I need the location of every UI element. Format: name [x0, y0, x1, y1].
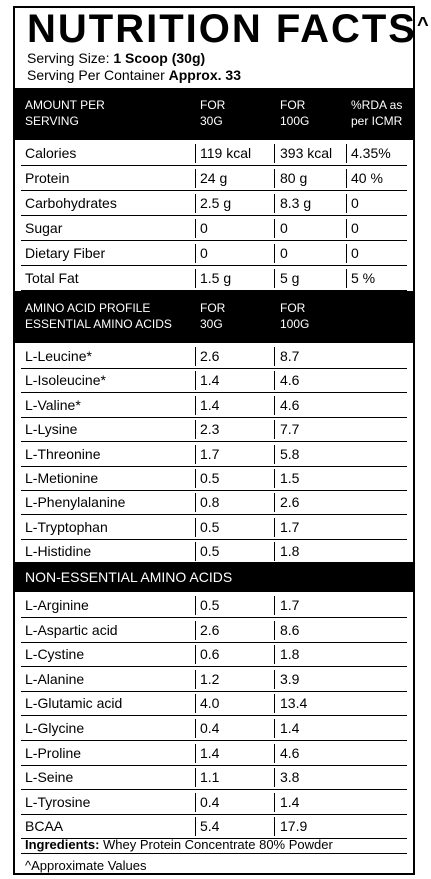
column-divider [195, 269, 196, 288]
unit: g [299, 195, 312, 211]
nutrient-name: Total Fat [25, 270, 79, 286]
amino-value-100g: 17.9 [280, 818, 308, 835]
non-essential-amino-row [15, 593, 413, 618]
value: 5 [280, 270, 288, 286]
value: 24 [200, 170, 216, 186]
column-divider [274, 420, 275, 439]
column-divider [274, 768, 275, 787]
nutrient-name: Dietary Fiber [25, 245, 106, 261]
unit: kcal [303, 145, 333, 161]
column-divider [274, 493, 275, 512]
column-divider [195, 817, 196, 836]
column-divider [274, 244, 275, 263]
column-divider [274, 194, 275, 213]
essential-amino-row [15, 417, 413, 442]
header-rda-line1: %RDA as [351, 98, 403, 112]
amino-value-30g: 1.4 [200, 396, 220, 413]
nutrition-facts-panel [13, 6, 431, 875]
amino-name: L-Isoleucine* [25, 372, 106, 389]
column-divider [274, 469, 275, 488]
column-divider [274, 269, 275, 288]
amino-header-for-100g-line1: FOR [280, 301, 306, 315]
column-divider [274, 371, 275, 390]
amino-value-30g: 0.4 [200, 793, 220, 810]
nutrient-value-100g [280, 245, 288, 261]
page-title: NUTRITION FACTS^ [27, 7, 431, 51]
column-divider [274, 396, 275, 415]
column-divider [274, 144, 275, 163]
amino-name: L-Tryptophan [25, 518, 108, 535]
approximate-values-note: ^Approximate Values [25, 858, 147, 873]
amino-value-30g: 2.6 [200, 621, 220, 638]
amino-value-30g: 0.5 [200, 597, 220, 613]
nutrient-rda: 0 [351, 220, 359, 236]
amino-name: L-Arginine [25, 597, 89, 613]
servings-per-container: Serving Per Container Approx. 33 [27, 67, 241, 83]
amino-name: L-Cystine [25, 646, 85, 663]
amino-name: L-Leucine* [25, 348, 92, 364]
amino-value-100g: 1.7 [280, 597, 300, 613]
amino-name: L-Alanine [25, 670, 85, 687]
unit: g [215, 170, 228, 186]
amino-name: L-Glutamic acid [25, 695, 123, 712]
non-essential-amino-row [15, 716, 413, 741]
amino-value-100g: 3.8 [280, 769, 300, 786]
unit: g [287, 270, 300, 286]
value: 119 [200, 145, 223, 161]
amino-value-30g: 0.5 [200, 543, 220, 560]
amino-header-for-30g-line2: 30G [200, 317, 223, 331]
amino-header [15, 291, 413, 343]
amino-value-100g: 8.7 [280, 348, 300, 364]
amino-value-30g: 5.4 [200, 818, 220, 835]
nutrient-row [15, 266, 413, 291]
column-divider [195, 169, 196, 188]
column-divider [346, 269, 347, 288]
unit: g [295, 170, 308, 186]
nutrient-value-30g [200, 245, 208, 261]
nutrient-name: Protein [25, 170, 70, 186]
nutrient-value-100g [280, 270, 299, 286]
footer-divider [21, 853, 407, 854]
essential-amino-row [15, 442, 413, 467]
column-divider [274, 817, 275, 836]
amino-name: L-Valine* [25, 396, 81, 413]
column-divider [195, 144, 196, 163]
amino-name: L-Glycine [25, 720, 85, 736]
essential-amino-row [15, 393, 413, 418]
column-divider [274, 347, 275, 366]
header-essential-amino: ESSENTIAL AMINO ACIDS [25, 317, 172, 331]
column-divider [274, 445, 275, 464]
column-divider [274, 744, 275, 763]
amino-value-30g: 0.4 [200, 720, 220, 736]
nutrient-rda: 0 [351, 245, 359, 261]
column-divider [195, 219, 196, 238]
nutrient-value-30g [200, 145, 251, 161]
column-divider [195, 396, 196, 415]
nutrient-value-100g [280, 170, 307, 186]
nutrient-row [15, 141, 413, 166]
column-divider [274, 793, 275, 812]
column-divider [274, 169, 275, 188]
header-for-100g-line1: FOR [280, 98, 306, 112]
nutrient-value-30g [200, 220, 208, 236]
nutrient-rda: 0 [351, 195, 359, 211]
nutrient-name: Carbohydrates [25, 195, 117, 211]
header-for-30g-line1: FOR [200, 98, 226, 112]
column-divider [195, 670, 196, 689]
amino-value-100g: 1.7 [280, 518, 300, 535]
header-rda-line2: per ICMR [351, 114, 403, 128]
amino-value-100g: 4.6 [280, 744, 300, 761]
header-amount-per: AMOUNT PER [25, 98, 105, 112]
serving-size: Serving Size: 1 Scoop (30g) [27, 50, 206, 66]
non-essential-amino-row [15, 741, 413, 766]
column-divider [346, 144, 347, 163]
nutrient-value-100g [280, 195, 311, 211]
value: 0 [280, 245, 288, 261]
amino-value-30g: 1.4 [200, 372, 220, 389]
amino-value-30g: 2.3 [200, 421, 220, 438]
nutrient-rda: 40 % [351, 170, 383, 186]
header-serving: SERVING [25, 114, 79, 128]
column-divider [274, 694, 275, 713]
amino-value-100g: 1.8 [280, 543, 300, 560]
amino-value-30g: 2.6 [200, 348, 220, 364]
amino-name: L-Histidine [25, 543, 92, 560]
amino-value-30g: 1.1 [200, 769, 220, 786]
column-divider [195, 768, 196, 787]
non-essential-title: NON-ESSENTIAL AMINO ACIDS [25, 569, 233, 585]
column-divider [274, 542, 275, 561]
amino-header-for-30g-line1: FOR [200, 301, 226, 315]
header-amino-profile: AMINO ACID PROFILE [25, 301, 151, 315]
amino-value-100g: 1.5 [280, 470, 300, 486]
unit: kcal [222, 145, 252, 161]
nutrient-value-100g [280, 220, 288, 236]
essential-amino-row [15, 539, 413, 564]
amino-value-100g: 8.6 [280, 621, 300, 638]
nutrient-value-100g [280, 145, 332, 161]
amino-name: L-Aspartic acid [25, 621, 118, 638]
amino-value-30g: 0.5 [200, 518, 220, 535]
column-divider [195, 194, 196, 213]
column-divider [195, 445, 196, 464]
amino-name: L-Lysine [25, 421, 78, 438]
essential-amino-row [15, 368, 413, 393]
header-for-30g-line2: 30G [200, 114, 223, 128]
value: 8.3 [280, 195, 300, 211]
amino-name: L-Proline [25, 744, 82, 761]
amino-value-30g: 1.4 [200, 744, 220, 761]
column-divider [195, 420, 196, 439]
column-divider [274, 645, 275, 664]
amino-value-100g: 2.6 [280, 494, 300, 511]
amino-value-30g: 1.2 [200, 670, 220, 687]
column-divider [195, 744, 196, 763]
column-divider [195, 793, 196, 812]
non-essential-amino-row [15, 642, 413, 667]
column-divider [274, 518, 275, 537]
nutrient-rda: 4.35% [351, 145, 391, 161]
amino-value-100g: 1.8 [280, 646, 300, 663]
column-divider [195, 244, 196, 263]
essential-amino-row [15, 515, 413, 540]
non-essential-header [15, 562, 413, 592]
amino-value-100g: 1.4 [280, 720, 300, 736]
nutrient-value-30g [200, 170, 227, 186]
amino-value-30g: 0.6 [200, 646, 220, 663]
column-divider [195, 493, 196, 512]
column-divider [195, 518, 196, 537]
nutrient-row [15, 241, 413, 266]
column-divider [274, 719, 275, 738]
value: 80 [280, 170, 296, 186]
value: 0 [200, 220, 208, 236]
nutrients-header [15, 88, 413, 140]
nutrient-rda: 5 % [351, 270, 376, 286]
nutrient-name: Sugar [25, 220, 63, 236]
amino-value-30g: 0.8 [200, 494, 220, 511]
column-divider [195, 469, 196, 488]
column-divider [195, 621, 196, 640]
column-divider [346, 169, 347, 188]
amino-header-for-100g-line2: 100G [280, 317, 310, 331]
unit: g [219, 195, 232, 211]
amino-value-100g: 7.7 [280, 421, 300, 438]
essential-amino-row [15, 466, 413, 491]
amino-value-30g: 1.7 [200, 445, 220, 462]
column-divider [274, 670, 275, 689]
amino-value-100g: 1.4 [280, 793, 300, 810]
non-essential-amino-row [15, 691, 413, 716]
amino-name: L-Threonine [25, 445, 101, 462]
value: 393 [280, 145, 304, 161]
nutrient-value-30g [200, 270, 231, 286]
amino-name: L-Tyrosine [25, 793, 91, 810]
column-divider [195, 719, 196, 738]
value: 2.5 [200, 195, 220, 211]
non-essential-amino-row [15, 765, 413, 790]
title-mark: ^ [416, 14, 431, 36]
amino-value-100g: 4.6 [280, 396, 300, 413]
non-essential-amino-row [15, 814, 413, 839]
non-essential-amino-row [15, 790, 413, 815]
amino-value-100g: 5.8 [280, 445, 300, 462]
column-divider [195, 347, 196, 366]
column-divider [274, 621, 275, 640]
column-divider [274, 219, 275, 238]
column-divider [346, 194, 347, 213]
unit: g [219, 270, 232, 286]
essential-amino-row [15, 490, 413, 515]
essential-amino-row [15, 344, 413, 369]
value: 0 [200, 245, 208, 261]
column-divider [195, 645, 196, 664]
nutrient-row [15, 166, 413, 191]
amino-value-100g: 4.6 [280, 372, 300, 389]
amino-name: BCAA [25, 818, 64, 835]
non-essential-amino-row [15, 667, 413, 692]
ingredients: Ingredients: Whey Protein Concentrate 80% Powder [25, 837, 333, 852]
non-essential-amino-row [15, 618, 413, 643]
column-divider [195, 371, 196, 390]
value: 0 [280, 220, 288, 236]
nutrient-row [15, 191, 413, 216]
amino-name: L-Metionine [25, 470, 99, 486]
column-divider [195, 694, 196, 713]
column-divider [195, 596, 196, 615]
column-divider [274, 596, 275, 615]
nutrient-row [15, 216, 413, 241]
amino-value-30g: 4.0 [200, 695, 220, 712]
column-divider [346, 219, 347, 238]
amino-name: L-Seine [25, 769, 74, 786]
nutrient-name: Calories [25, 145, 77, 161]
amino-value-100g: 13.4 [280, 695, 308, 712]
value: 1.5 [200, 270, 220, 286]
amino-value-30g: 0.5 [200, 470, 220, 486]
header-for-100g-line2: 100G [280, 114, 310, 128]
amino-value-100g: 3.9 [280, 670, 300, 687]
column-divider [195, 542, 196, 561]
nutrient-value-30g [200, 195, 231, 211]
amino-name: L-Phenylalanine [25, 494, 126, 511]
column-divider [346, 244, 347, 263]
